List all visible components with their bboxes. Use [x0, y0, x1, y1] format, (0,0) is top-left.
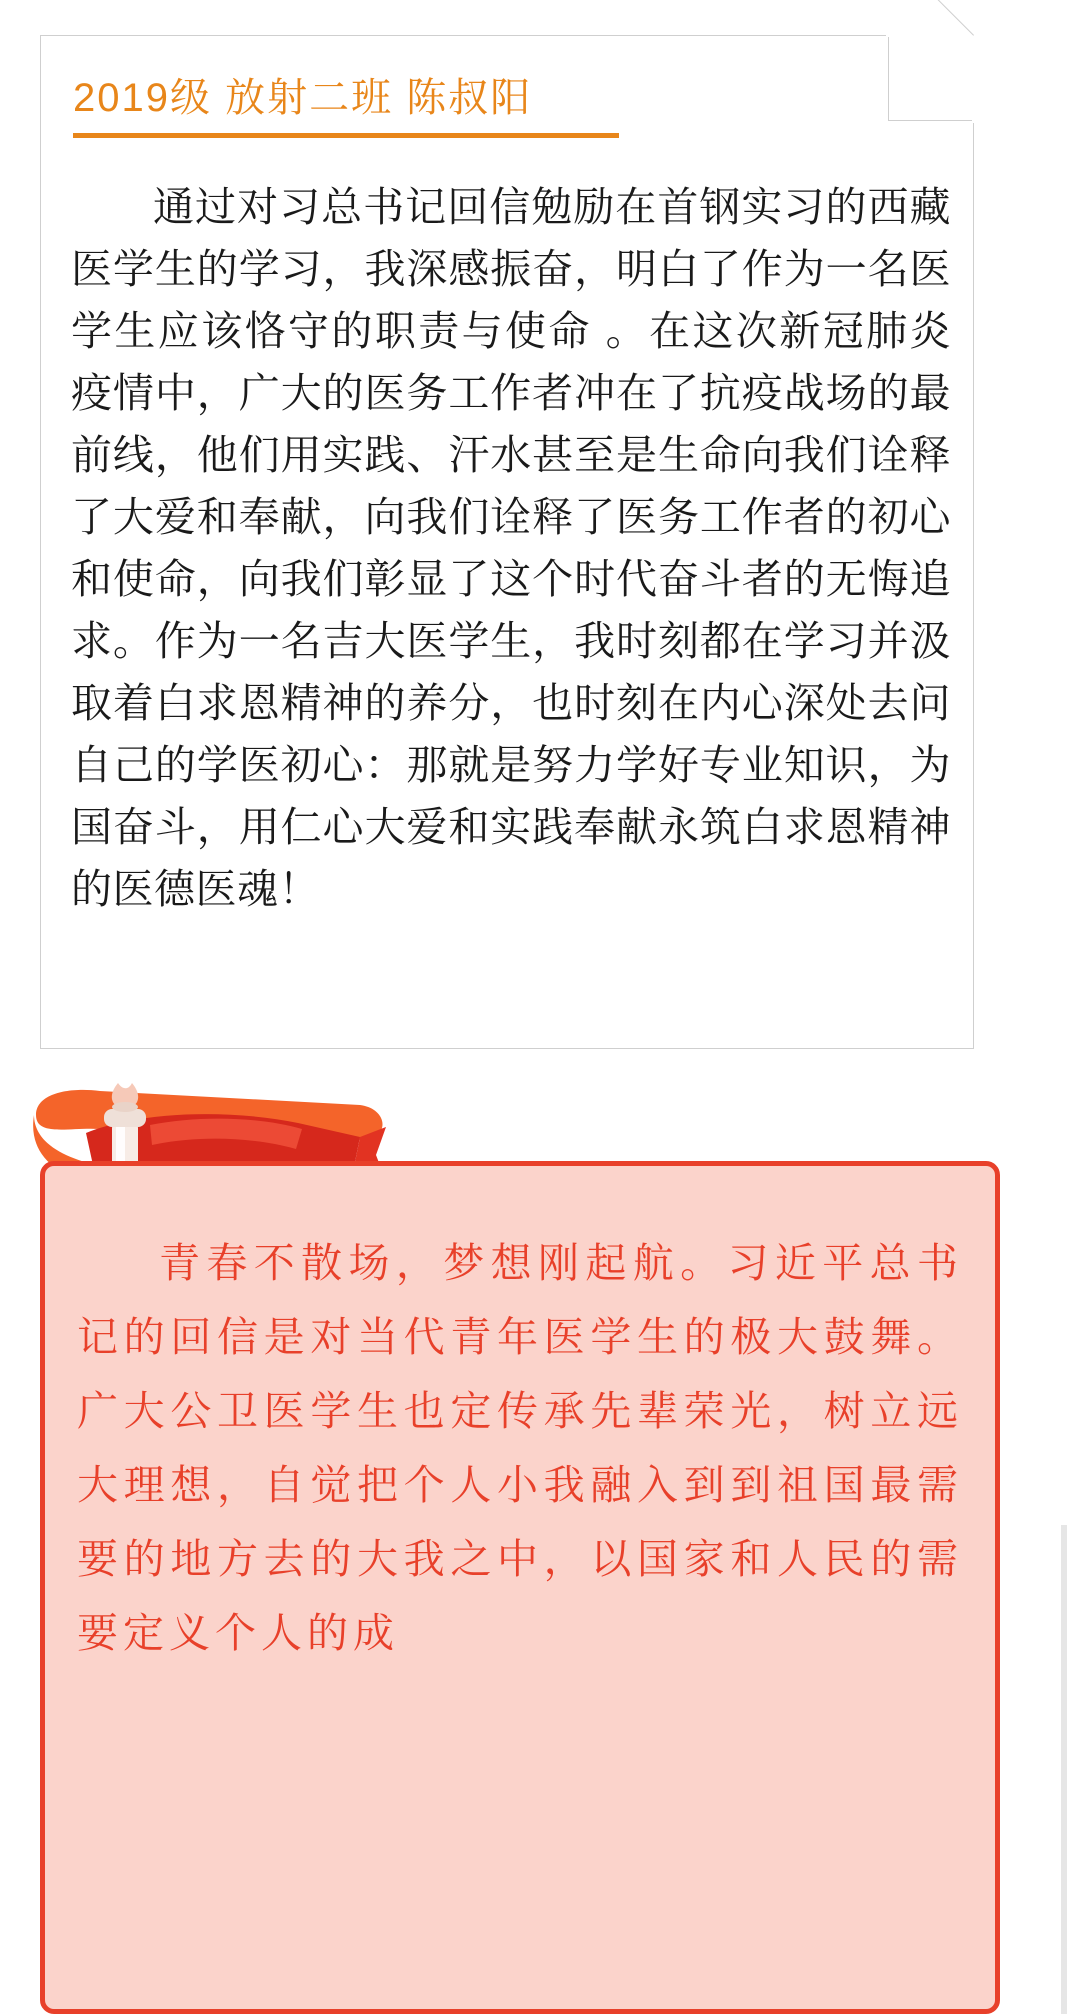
highlight-body-text: 青春不散场，梦想刚起航。习近平总书记的回信是对当代青年医学生的极大鼓舞。广大公卫医学生也定传承先辈荣光，树立远大理想，自觉把个人小我融入到到祖国最需要的地方去的大我之中，以国家和人民的需要定义个人的成 — [77, 1240, 963, 1656]
folded-corner-mask-right — [972, 36, 975, 123]
page-edge-sliver — [1061, 1525, 1067, 2014]
highlight-section — [0, 1075, 1067, 2014]
article-card — [40, 35, 974, 1049]
folded-corner-diagonal — [887, 0, 974, 36]
title-underline — [73, 133, 619, 138]
highlight-card — [40, 1161, 1000, 2014]
article-body-text: 通过对习总书记回信勉励在首钢实习的西藏医学生的学习，我深感振奋，明白了作为一名医学生应该恪守的职责与使命 。在这次新冠肺炎疫情中，广大的医务工作者冲在了抗疫战场的最前线，他们用实践、汗水甚至是生命向我们诠释了大爱和奉献，向我们诠释了医务工作者的初心和使命，向我们彰显了这个时代奋斗者的无悔追求。作为一名吉大医学生，我时刻都在学习并汲取着白求恩精神的养分，也时刻在内心深处去问自己的学医初心：那就是努力学好专业知识，为国奋斗，用仁心大爱和实践奉献永筑白求恩精神的医德医魂！ — [71, 184, 951, 912]
folded-corner-mask-top — [886, 34, 973, 37]
folded-corner-decoration — [888, 35, 974, 121]
article-title: 2019级 放射二班 陈叔阳 — [73, 76, 533, 120]
